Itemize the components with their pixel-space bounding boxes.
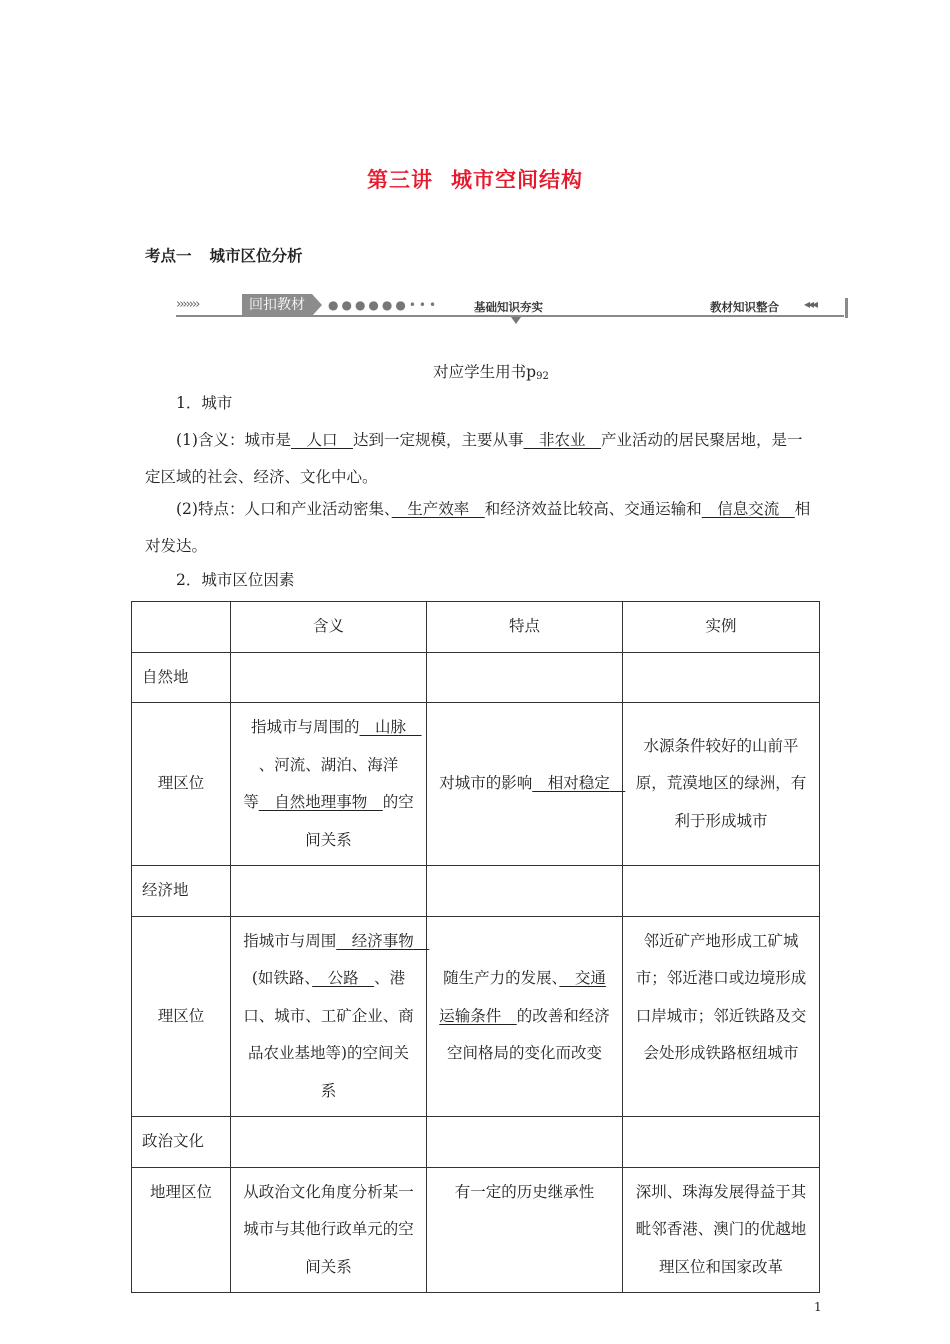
dots-icon: ●●●●●●••• [328,298,440,312]
banner-middle-label: 基础知识夯实 [474,300,543,314]
banner-endcap [845,298,848,318]
political-feature-cell: 有一定的历史继承性 [427,1167,623,1293]
location-factors-table [131,601,820,1293]
row-label: 理区位 [132,703,231,866]
city-meaning: (1)含义：城市是 人口 达到一定规模，主要从事 非农业 产业活动的居民聚居地，是一定区域的社会、经济、文化中心。 [145,431,803,486]
lecture-part: 第三讲 [367,168,433,192]
row-label: 自然地 [132,652,231,703]
natural-feature-cell: 对城市的影响 相对稳定 [427,703,623,866]
table-row [132,916,820,1117]
section-banner [176,294,848,320]
lecture-title [0,164,950,194]
table-header-cell: 实例 [623,602,820,653]
banner-tag: 回扣教材 [242,294,312,316]
chevron-arrows-icon: ››››››› [176,297,199,312]
table-row [132,1167,820,1293]
table-row [132,866,820,917]
table-header-row [132,602,820,653]
item1-heading: 1．城市 [176,394,233,412]
economic-example-cell: 邻近矿产地形成工矿城市；邻近港口或边境形成口岸城市；邻近铁路及交会处形成铁路枢纽城市 [623,916,820,1117]
banner-right-label: 教材知识整合 [710,300,779,314]
row-label: 地理区位 [132,1167,231,1293]
table-row [132,703,820,866]
section-label: 考点一 [145,247,192,265]
political-meaning-cell: 从政治文化角度分析某一城市与其他行政单元的空间关系 [231,1167,427,1293]
table-header-cell: 特点 [427,602,623,653]
section-heading [145,244,303,266]
item2-heading: 2．城市区位因素 [176,571,295,589]
political-example-cell: 深圳、珠海发展得益于其毗邻香港、澳门的优越地理区位和国家改革 [623,1167,820,1293]
table-header-cell [132,602,231,653]
table-row [132,1117,820,1168]
natural-meaning-cell: 指城市与周围的 山脉 、河流、湖泊、海洋等 自然地理事物 的空间关系 [231,703,427,866]
lecture-name: 城市空间结构 [451,168,583,192]
economic-feature-cell: 随生产力的发展、 交通运输条件 的改善和经济空间格局的变化而改变 [427,916,623,1117]
book-reference: 对应学生用书$p_{92}$ [433,363,549,382]
city-feature: (2)特点：人口和产业活动密集、 生产效率 和经济效益比较高、交通运输和 信息交流 相对发达。 [145,500,811,555]
natural-example-cell: 水源条件较好的山前平原，荒漠地区的绿洲，有利于形成城市 [623,703,820,866]
left-arrows-icon: ◂◂◂ [804,297,817,311]
row-label: 经济地 [132,866,231,917]
triangle-pointer-icon [511,317,521,324]
row-label: 政治文化 [132,1117,231,1168]
economic-meaning-cell: 指城市与周围 经济事物 (如铁路、 公路 、港口、城市、工矿企业、商品农业基地等)的空间关系 [231,916,427,1117]
table-header-cell: 含义 [231,602,427,653]
table-row [132,652,820,703]
page-number: 1 [814,1300,822,1314]
row-label: 理区位 [132,916,231,1117]
section-name: 城市区位分析 [209,247,303,265]
